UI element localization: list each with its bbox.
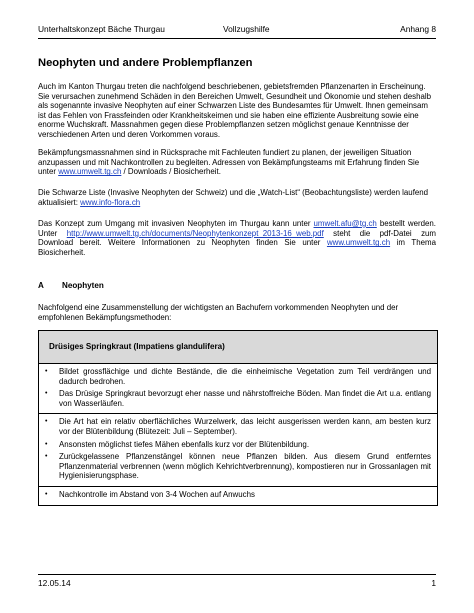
list-item-text: Zurückgelassene Pflanzenstängel können neue Pflanzen bilden. Aus diesem Grund entferntes Pflanzenmaterial verbrennen (wenn möglich Kehrichtverbrennung), kompostieren nur in Grossanlagen mit Hygienisierungsphase. [59,452,431,481]
section-intro [38,303,436,322]
species-table [38,330,438,506]
bullet-icon: • [45,368,48,375]
list-item [45,440,431,450]
list-item-text: Nachkontrolle im Abstand von 3-4 Wochen auf Anwuchs [59,489,255,499]
paragraph-measures [38,148,436,177]
paragraph-text: im Thema Biosicherheit. [38,238,436,257]
link-email[interactable]: umwelt.afu@tg.ch [313,219,377,228]
page-footer [38,578,436,588]
list-item [45,367,431,386]
bullet-icon: • [45,490,48,498]
section-title: Neophyten [62,281,104,290]
table-row [39,364,437,414]
list-item-text: Die Art hat ein relativ oberflächliches Wurzelwerk, das leicht ausgerissen werden kann, am besten kurz vor der Blütenbildung (Blütezeit: Juli – September). [59,417,431,436]
list-item [45,452,431,481]
header-divider [38,38,436,39]
link-umwelt-2[interactable]: www.umwelt.tg.ch [326,238,391,248]
footer-date: 12.05.14 [38,578,71,588]
section-heading [38,281,104,290]
paragraph-concept [38,219,436,257]
table-row [39,414,437,487]
table-row [39,487,437,505]
link-umwelt[interactable]: www.umwelt.tg.ch [58,167,122,177]
paragraph-text: Nachfolgend eine Zusammenstellung der wichtigsten an Bachufern vorkommenden Neophyten und der empfohlenen Bekämpfungsmethoden: [38,303,399,322]
table-header: Drüsiges Springkraut (Impatiens glandulifera) [39,331,437,364]
bullet-icon: • [45,390,48,398]
paragraph-text: bestellt werden. Unter [38,219,436,238]
header-right: Anhang 8 [400,24,436,34]
paragraph-text: steht die pdf-Datei zum Download bereit. Weitere Informationen zu Neophyten finden Sie unter [38,228,436,248]
list-item-text: Bildet grossflächige und dichte Bestände, die die einheimische Vegetation zum Teil verdrängen und dadurch bedrohen. [59,367,431,386]
paragraph-text: Das Konzept zum Umgang mit invasiven Neophyten im Thurgau kann unter [38,219,314,228]
paragraph-text: Die Schwarze Liste (Invasive Neophyten der Schweiz) und die „Watch-List“ (Beobachtungsliste) werden laufend aktualisiert: [38,188,429,207]
paragraph-text: Auch im Kanton Thurgau treten die nachfolgend beschriebenen, gebietsfremden Pflanzenarten in Erscheinung. Sie verursachen zunehmend Schäden in den Bereichen Umwelt, Gesundheit und Ökonomie und stehen deshalb als sogenannte invasive Neophyten auf einer Schwarzen Liste des Bundesamtes für Umwelt. Ihnen gemeinsam ist das Fehlen von Frassfeinden oder Krankheitskeimen und sie haben eine effiziente Ausbreitung sowie eine enorme Wuchskraft. Massnahmen gegen diese Problempflanzen setzen möglichst genaue Kenntnisse der verschiedenen Arten und deren Vorkommen voraus. [38,82,432,139]
link-pdf[interactable]: http://www.umwelt.tg.ch/documents/Neophytenkonzept_2013-16_web.pdf [66,228,324,238]
paragraph-intro [38,82,436,140]
list-item-text: Ansonsten möglichst tiefes Mähen ebenfalls kurz vor der Blütenbildung. [59,439,310,449]
bullet-icon: • [45,440,48,448]
bullet-icon: • [45,418,48,426]
paragraph-blacklist [38,188,436,207]
header-left: Unterhaltskonzept Bäche Thurgau [38,24,165,34]
list-item [45,490,431,500]
link-info-flora[interactable]: www.info-flora.ch [80,197,141,207]
header-center: Vollzugshilfe [223,24,270,34]
paragraph-text: Bekämpfungsmassnahmen sind in Rücksprache mit Fachleuten fundiert zu planen, der jeweiligen Situation anzupassen und mit Nachkontrollen zu begleiten. Adressen von Bekämpfungsteams mit Erfahrung finden Sie unter [38,148,420,177]
bullet-icon: • [45,453,48,461]
footer-divider [38,574,436,575]
page-title: Neophyten und andere Problempflanzen [38,57,253,69]
list-item-text: Das Drüsige Springkraut bevorzugt eher nasse und nährstoffreiche Böden. Man findet die Art u.a. entlang von Wasserläufen. [59,389,431,408]
page-header [38,24,436,38]
list-item [45,417,431,436]
page-number: 1 [431,578,436,588]
list-item [45,389,431,408]
paragraph-text: / Downloads / Biosicherheit. [121,167,221,177]
section-number: A [38,281,44,290]
